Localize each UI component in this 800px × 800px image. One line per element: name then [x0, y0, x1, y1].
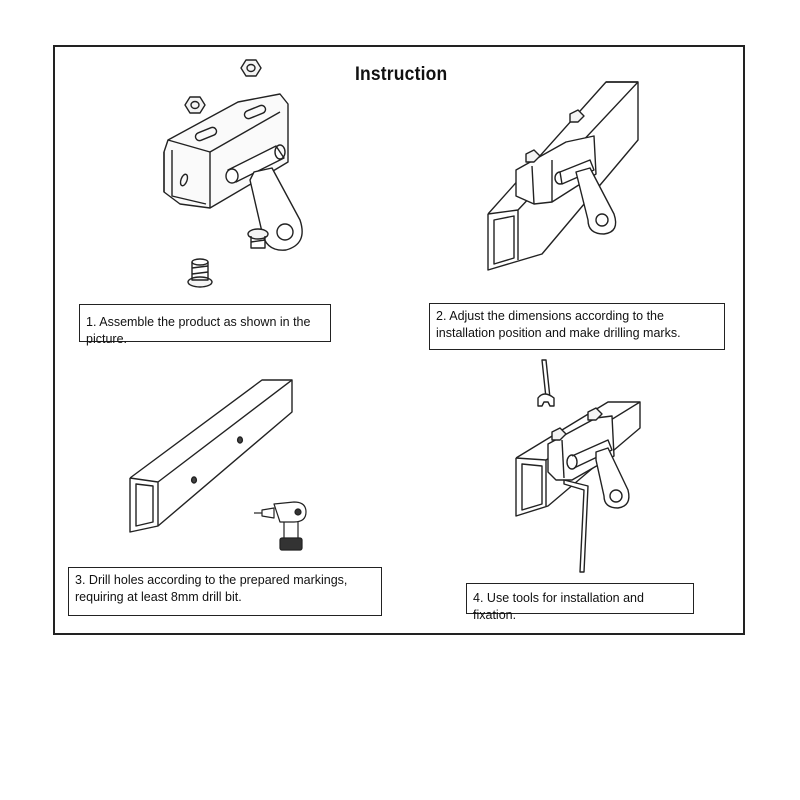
step-2-text: Adjust the dimensions according to the installation position and make drilling marks.: [436, 309, 681, 340]
step-3-caption: [68, 567, 382, 616]
step-1-illustration: [150, 52, 330, 297]
step-1-text: Assemble the product as shown in the picture.: [86, 315, 311, 346]
step-1-number: 1.: [86, 315, 97, 329]
wrench-icon: [538, 360, 554, 406]
mounted-arm-icon: [555, 160, 616, 234]
step-4-text: Use tools for installation and fixation.: [473, 591, 644, 622]
bolt-left-icon: [188, 259, 212, 287]
step-2-illustration: [482, 74, 642, 274]
step-2-number: 2.: [436, 309, 447, 323]
step-4-caption: [466, 583, 694, 622]
hex-key-icon: [564, 480, 588, 572]
step-4-number: 4.: [473, 591, 484, 605]
nut-top-icon: [241, 60, 261, 76]
step-4-illustration: [508, 356, 648, 576]
power-drill-icon: [254, 502, 306, 550]
step-3-number: 3.: [75, 573, 86, 587]
fixed-bracket-icon: [548, 408, 629, 508]
step-1-caption: [79, 304, 331, 346]
bolt-right-icon: [248, 229, 268, 248]
step-3-text: Drill holes according to the prepared markings, requiring at least 8mm drill bit.: [75, 573, 348, 604]
step-3-illustration: [124, 372, 334, 562]
page-title: Instruction: [355, 64, 448, 85]
step-2-caption: [429, 303, 725, 350]
nut-left-icon: [185, 97, 205, 113]
